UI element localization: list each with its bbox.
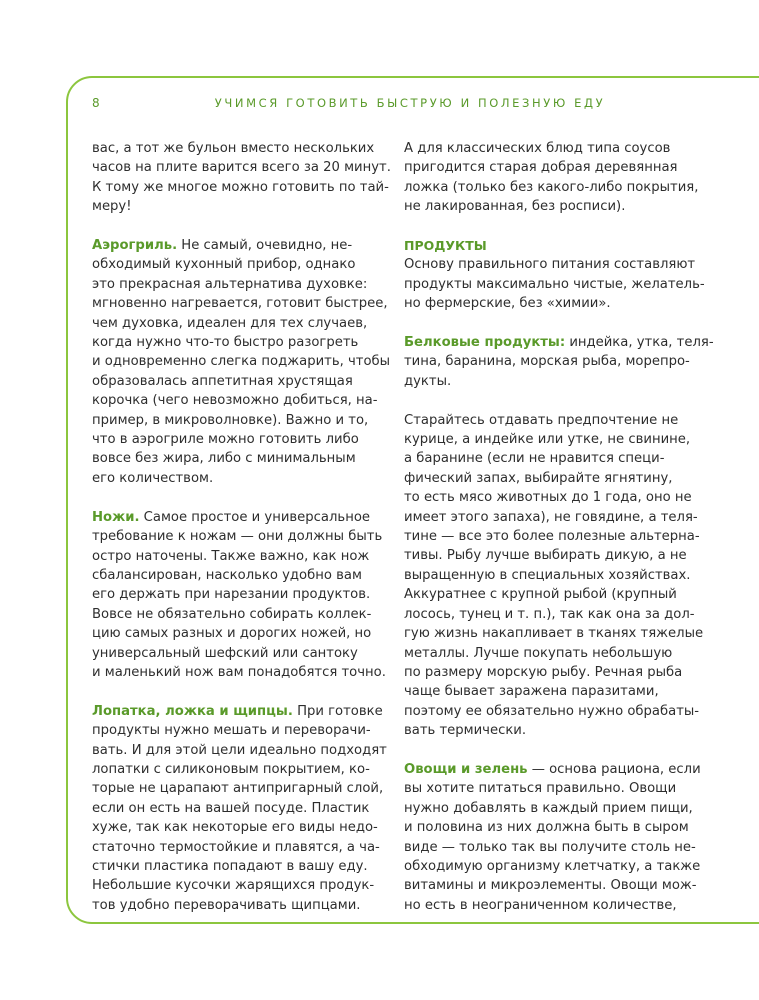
text-line: А для классических блюд типа соусов xyxy=(404,141,671,156)
text-line: поэтому ее обязательно нужно обрабаты- xyxy=(404,703,700,719)
paragraph-knives: Ножи. Самое простое и универсальное требование к ножам — они должны быть остро наточены. Также важно, как нож сбалансирован, насколько удобно вам его держать при нарезании продуктов. Вовсе не обязательно собирать коллек- цию самых разных и дорогих ножей, но универсальный шефский или сантоку и маленький нож вам понадобятся точно. xyxy=(92,508,382,683)
text-line: это прекрасная альтернатива духовке: xyxy=(92,276,368,292)
text-line: тивы. Рыбу лучше выбирать дикую, а не xyxy=(404,548,687,564)
text-line: образовалась аппетитная хрустящая xyxy=(92,373,353,389)
paragraph-intro xyxy=(92,139,391,217)
text-line: остро наточены. Также важно, как нож xyxy=(92,548,370,564)
text-line: если он есть на вашей посуде. Пластик xyxy=(92,800,370,816)
text-line: хуже, так как некоторые его виды недо- xyxy=(92,820,378,836)
text-line: корочка (чего невозможно добиться, на- xyxy=(92,393,378,409)
term-air-grill: Аэрогриль. xyxy=(92,238,178,254)
text-line: чаще бывает заражена паразитами, xyxy=(404,684,659,700)
paragraph-spatula: Лопатка, ложка и щипцы. При готовке продукты нужно мешать и переворачи- вать. И для этой цели идеально подходят лопатки с силиконовым покрытием, ко- торые не царапают антипригарный слой, если он есть на вашей посуде. Пластик хуже, так как некоторые его виды недо- статочно термостойкие и плавятся, а ча- стички пластика попадают в вашу еду. Небольшие кусочки жарящихся продук- тов удобно переворачивать щипцами. xyxy=(92,702,382,915)
text-line: курице, а индейке или утке, не свинине, xyxy=(404,432,691,448)
text-line: статочно термостойкие и плавятся, а ча- xyxy=(92,839,380,855)
text-line: гую жизнь накапливает в тканях тяжелые xyxy=(404,626,704,642)
text-line: по размеру морскую рыбу. Речная рыба xyxy=(404,664,683,680)
text-line: но фермерские, без «химии». xyxy=(404,296,611,312)
text-line: тина, баранина, морская рыба, морепро- xyxy=(404,354,690,370)
text-line: тине — все это более полезные альтерна- xyxy=(404,529,700,545)
text-line: и половина из них должна быть в сыром xyxy=(404,820,689,836)
text-line: лопатки с силиконовым покрытием, ко- xyxy=(92,761,370,777)
text-line: дукты. xyxy=(404,373,452,389)
text-line: обходимую организму клетчатку, а также xyxy=(404,858,701,874)
text-line: виде — только так вы получите столь не- xyxy=(404,839,696,855)
text-line: Основу правильного питания составляют xyxy=(404,257,696,273)
text-line: Вовсе не обязательно собирать коллек- xyxy=(92,606,372,622)
text-line: ложка (только без какого-либо покрытия, xyxy=(404,179,699,195)
text-line: чем духовка, идеален для тех случаев, xyxy=(92,315,368,331)
text-line: выращенную в специальных хозяйствах. xyxy=(404,567,691,583)
text-line: имеет этого запаха), не говядине, а теля- xyxy=(404,509,698,525)
paragraph-air-grill: Аэрогриль. Не самый, очевидно, не- обходимый кухонный прибор, однако это прекрасная альтернатива духовке: мгновенно нагревается, готовит быстрее, чем духовка, идеален для тех случаев, когда нужно что-то быстро разогреть и одновременно слегка поджарить, чтобы образовалась аппетитная хрустящая корочка (чего невозможно добиться, на- пример, в микроволновке). Важно и то, что в аэрогриле можно готовить либо вовсе без жира, либо с минимальным его количеством. xyxy=(92,236,382,488)
text-line: нужно добавлять в каждый прием пищи, xyxy=(404,800,693,816)
text-line: пригодится старая добрая деревянная xyxy=(404,160,678,176)
text-line: Небольшие кусочки жарящихся продук- xyxy=(92,878,375,894)
paragraph-protein: Белковые продукты: индейка, утка, теля- тина, баранина, морская рыба, морепро- дукты. xyxy=(404,333,704,391)
text-line: его количеством. xyxy=(92,470,214,486)
text-line: что в аэрогриле можно готовить либо xyxy=(92,432,359,448)
text-line: и одновременно слегка поджарить, чтобы xyxy=(92,354,391,370)
text-line: часов на плите варится всего за 20 минут. xyxy=(92,160,391,176)
text-line: но есть в неограниченном количестве, xyxy=(404,897,677,913)
text-line: то есть мясо животных до 1 года, оно не xyxy=(404,490,692,506)
term-spatula: Лопатка, ложка и щипцы. xyxy=(92,703,293,719)
text-line: универсальный шефский или сантоку xyxy=(92,645,358,661)
section-products xyxy=(404,236,704,314)
term-vegetables: Овощи и зелень xyxy=(404,761,528,777)
paragraph-meat-fish xyxy=(404,411,704,741)
paragraph-vegetables: Овощи и зелень — основа рациона, если вы хотите питаться правильно. Овощи нужно добавлять в каждый прием пищи, и половина из них должна быть в сыром виде — только так вы получите столь не- обходимую организму клетчатку, а также витамины и микроэлементы. Овощи мож- но есть в неограниченном количестве, xyxy=(404,760,704,915)
text-line: требование к ножам — они должны быть xyxy=(92,529,383,545)
text-line: когда нужно что-то быстро разогреть xyxy=(92,335,359,351)
text-line: вы хотите питаться правильно. Овощи xyxy=(404,781,677,797)
running-title: УЧИМСЯ ГОТОВИТЬ БЫСТРУЮ И ПОЛЕЗНУЮ ЕДУ xyxy=(214,96,606,110)
text-line: вовсе без жира, либо с минимальным xyxy=(92,451,356,467)
text-line: фический запах, выбирайте ягнятину, xyxy=(404,470,673,486)
text-line: вать. И для этой цели идеально подходят xyxy=(92,742,387,758)
text-line: не лакированная, без росписи). xyxy=(404,199,626,215)
text-line: мгновенно нагревается, готовит быстрее, xyxy=(92,296,388,312)
paragraph-wooden-spoon xyxy=(404,139,704,217)
text-line: вать термически. xyxy=(404,723,527,739)
term-knives: Ножи. xyxy=(92,509,140,525)
text-line: Аккуратнее с крупной рыбой (крупный xyxy=(404,587,677,603)
text-line: продукты максимально чистые, желатель- xyxy=(404,276,705,292)
text-line: а баранине (если не нравится специ- xyxy=(404,451,665,467)
text-line: сбалансирован, насколько удобно вам xyxy=(92,567,362,583)
text-line: К тому же многое можно готовить по тай- xyxy=(92,179,389,195)
text-line: металлы. Лучше покупать небольшую xyxy=(404,645,673,661)
text-line: его держать при нарезании продуктов. xyxy=(92,587,371,603)
text-line: вас, а тот же бульон вместо нескольких xyxy=(92,141,375,156)
text-line: торые не царапают антипригарный слой, xyxy=(92,781,384,797)
text-line: и маленький нож вам понадобятся точно. xyxy=(92,664,386,680)
text-line: лосось, тунец и т. п.), так как она за дол- xyxy=(404,606,695,622)
text-line: Старайтесь отдавать предпочтение не xyxy=(404,412,679,428)
text-line: цию самых разных и дорогих ножей, но xyxy=(92,626,372,642)
text-line: витамины и микроэлементы. Овощи мож- xyxy=(404,878,697,894)
left-column xyxy=(92,139,391,915)
page-number: 8 xyxy=(92,96,100,110)
text-line: меру! xyxy=(92,199,132,215)
text-line: продукты нужно мешать и переворачи- xyxy=(92,723,371,739)
text-line: обходимый кухонный прибор, однако xyxy=(92,257,356,273)
term-protein: Белковые продукты: xyxy=(404,335,566,351)
text-line: пример, в микроволновке). Важно и то, xyxy=(92,412,369,428)
section-heading: ПРОДУКТЫ xyxy=(404,238,487,254)
text-line: тов удобно переворачивать щипцами. xyxy=(92,897,361,913)
text-line: стички пластика попадают в вашу еду. xyxy=(92,858,368,874)
right-column xyxy=(404,139,714,915)
